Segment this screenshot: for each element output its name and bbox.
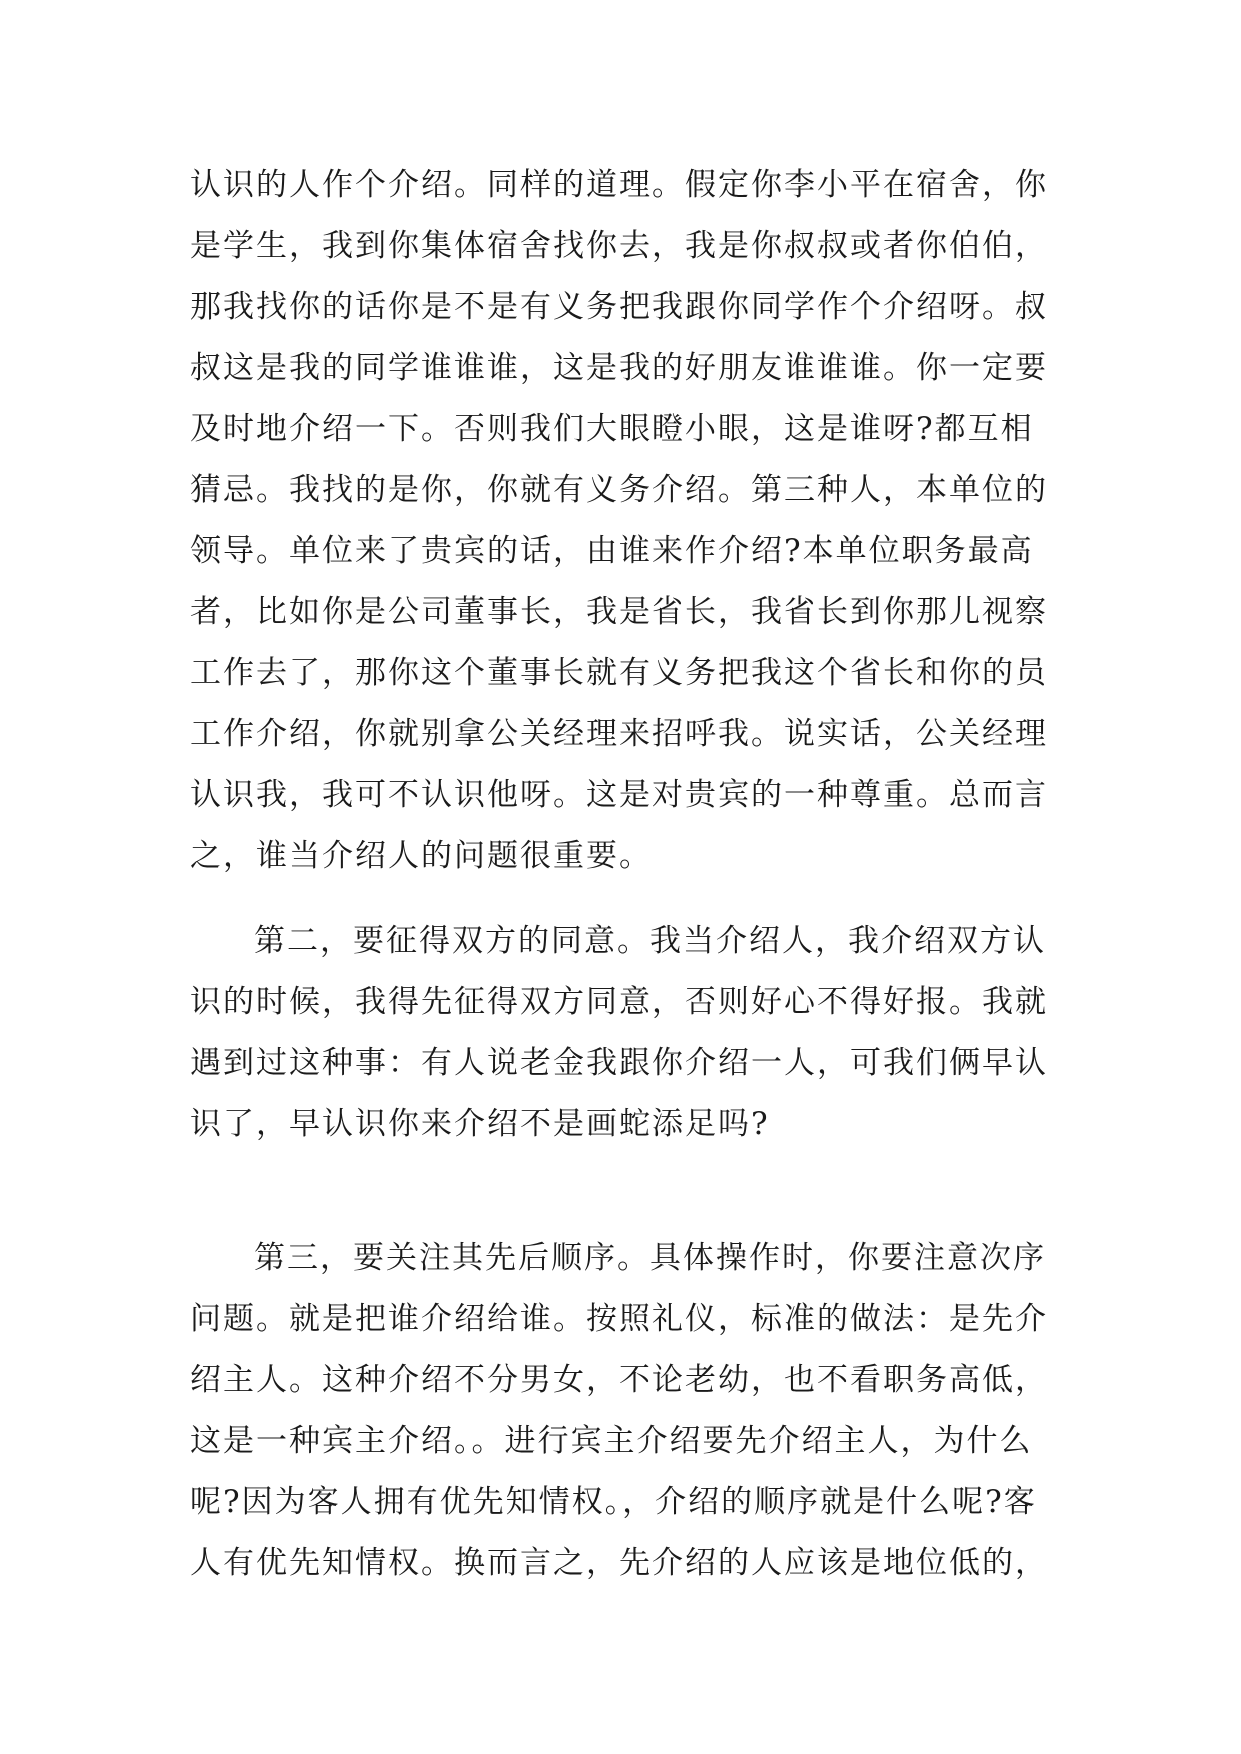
text-line: 猜忌。我找的是你，你就有义务介绍。第三种人，本单位的: [190, 472, 1048, 508]
paragraph-1: [190, 155, 1070, 887]
text-line: 识了，早认识你来介绍不是画蛇添足吗?: [190, 1106, 770, 1142]
text-line: 问题。就是把谁介绍给谁。按照礼仪，标准的做法：是先介: [190, 1301, 1048, 1337]
text-line: 是学生，我到你集体宿舍找你去，我是你叔叔或者你伯伯，: [190, 228, 1048, 264]
paragraph-2: [190, 911, 1070, 1155]
text-line-first: 第三，要关注其先后顺序。具体操作时，你要注意次序: [254, 1240, 1046, 1276]
text-line: 及时地介绍一下。否则我们大眼瞪小眼，这是谁呀?都互相: [190, 411, 1034, 447]
text-line: 认识的人作个介绍。同样的道理。假定你李小平在宿舍，你: [190, 167, 1048, 203]
text-line: 识的时候，我得先征得双方同意，否则好心不得好报。我就: [190, 984, 1048, 1020]
text-line: 叔这是我的同学谁谁谁，这是我的好朋友谁谁谁。你一定要: [190, 350, 1048, 386]
paragraph-3: [190, 1228, 1070, 1594]
text-line: 之，谁当介绍人的问题很重要。: [190, 838, 652, 874]
text-line: 那我找你的话你是不是有义务把我跟你同学作个介绍呀。叔: [190, 289, 1048, 325]
text-line: 工作去了，那你这个董事长就有义务把我这个省长和你的员: [190, 655, 1048, 691]
text-line: 领导。单位来了贵宾的话，由谁来作介绍?本单位职务最高: [190, 533, 1034, 569]
text-line-first: 第二，要征得双方的同意。我当介绍人，我介绍双方认: [254, 923, 1046, 959]
text-line: 认识我，我可不认识他呀。这是对贵宾的一种尊重。总而言: [190, 777, 1048, 813]
text-line: 工作介绍，你就别拿公关经理来招呼我。说实话，公关经理: [190, 716, 1048, 752]
text-line: 呢?因为客人拥有优先知情权。，介绍的顺序就是什么呢?客: [190, 1484, 1037, 1520]
text-line: 人有优先知情权。换而言之，先介绍的人应该是地位低的，: [190, 1545, 1048, 1581]
text-line: 绍主人。这种介绍不分男女，不论老幼，也不看职务高低，: [190, 1362, 1048, 1398]
text-line: 这是一种宾主介绍。。进行宾主介绍要先介绍主人，为什么: [190, 1423, 1033, 1459]
text-line: 者，比如你是公司董事长，我是省长，我省长到你那儿视察: [190, 594, 1048, 630]
text-line: 遇到过这种事：有人说老金我跟你介绍一人，可我们俩早认: [190, 1045, 1048, 1081]
